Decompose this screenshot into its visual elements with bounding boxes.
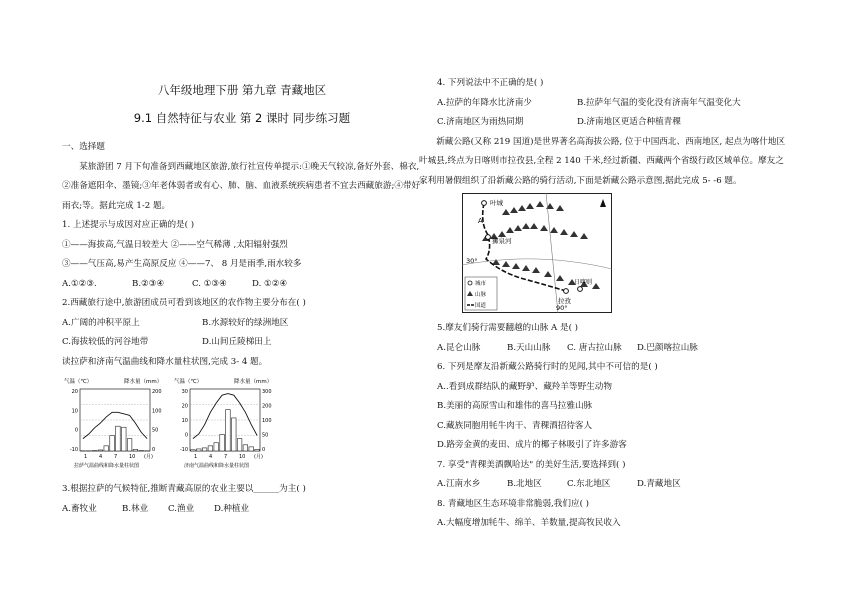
right-column — [419, 78, 797, 534]
label-a: A — [478, 217, 483, 225]
q3-option-d[interactable]: D.种植业 — [214, 503, 250, 514]
q1-option-c[interactable]: C. ①③④ — [192, 278, 227, 289]
q7-option-b[interactable]: B.北地区 — [507, 479, 542, 489]
yecheng-city-icon — [482, 201, 487, 206]
q7-option-d[interactable]: D.青藏地区 — [637, 479, 681, 489]
q1-line-2: ③——气压高,易产生高原反应 ④——7、 8 月是雨季,雨水较多 — [62, 259, 302, 269]
section-heading: 一、选择题 — [62, 142, 105, 152]
q5-option-b[interactable]: B.天山山脉 — [507, 342, 551, 353]
chart-1-x-tick: 10 — [239, 454, 246, 460]
lazi-city-icon — [564, 289, 569, 294]
chart-0-x-tick: 10 — [129, 454, 136, 460]
xinzang-road-map — [462, 193, 797, 313]
q2-options-row-2 — [62, 333, 422, 353]
legend-mountain: 山脉 — [475, 292, 487, 298]
q3-option-c[interactable]: C.渔业 — [168, 503, 195, 514]
chart-1-x-tick: 7 — [224, 454, 228, 460]
q7-option-a[interactable]: A.江南水乡 — [437, 479, 481, 489]
rikaze-city-icon — [578, 287, 583, 292]
q1-stem: 1. 上述提示与成因对应正确的是( ) — [62, 220, 195, 230]
chart-1-y2-tick: 100 — [262, 418, 272, 424]
q1-option-a[interactable]: A.①②③. — [62, 278, 97, 289]
chart-1-temperature-line — [193, 394, 257, 439]
chart-1-precip-bar — [249, 447, 254, 451]
chart-0-y1-tick: 10 — [71, 408, 78, 415]
q1-options — [62, 275, 422, 295]
chart-0-precip-bar — [116, 426, 121, 451]
chart-1-precip-bar — [243, 445, 248, 451]
passage-line-3: 家利用暑假组织了沿新藏公路的骑行活动,下面是新藏公路示意图,据此完成 5- -6 题。 — [419, 175, 742, 186]
q3-option-a[interactable]: A.畜牧业 — [62, 503, 97, 514]
label-shiquanhe: 狮泉河 — [492, 237, 512, 245]
chart-0-x-tick: 4 — [99, 454, 103, 460]
q5-option-d[interactable]: D.巴颜喀拉山脉 — [637, 342, 698, 353]
q4-option-c[interactable]: C.济南地区为雨热同期 — [437, 117, 524, 127]
q7-stem: 7. 享受"青稞美酒飘哈达" 的美好生活,要选择到( ) — [437, 459, 626, 470]
q6-option-c[interactable]: C.藏族同胞用牦牛肉干、青稞酒招待客人 — [437, 420, 593, 431]
q1-option-d[interactable]: D. ①②④ — [252, 278, 288, 289]
chart-1-y1-tick: 0 — [184, 432, 188, 439]
chart-0-precip-bar — [127, 439, 132, 451]
passage-line-1: 新藏公路(又称 219 国道)是世界著名高海拔公路, 位于中国西北、西南地区, 起点为喀什地区 — [436, 136, 786, 147]
chart-1-precip-bar — [255, 449, 260, 451]
chart-1-x-tick: 1 — [194, 454, 198, 460]
page-subtitle: 9.1 自然特征与农业 第 2 课时 同步练习题 — [133, 111, 351, 125]
q1-line-1: ①——海拔高,气温日较差大 ②——空气稀薄 ,太阳辐射强烈 — [62, 239, 288, 250]
legend-road: 国道 — [475, 303, 487, 309]
q1-option-b[interactable]: B.②③④ — [132, 278, 165, 289]
label-latitude: 30° — [466, 257, 478, 265]
q4-options-row-1 — [437, 94, 797, 114]
left-column — [62, 78, 422, 519]
chart-0-x-tick: 1 — [84, 454, 88, 460]
chart-intro: 读拉萨和济南气温曲线和降水量柱状图,完成 3- 4 题。 — [62, 356, 268, 367]
q8-option-a[interactable]: A.大幅度增加牦牛、绵羊、羊数量,提高牧民收入 — [437, 518, 621, 528]
chart-1-y1-tick: 20 — [181, 403, 188, 410]
chart-0-precip-bar — [110, 436, 115, 452]
q6-stem: 6. 下列是摩友沿新藏公路骑行时的见闻,其中不可信的是( ) — [437, 362, 658, 372]
q4-options-row-2 — [437, 113, 797, 133]
page-title: 八年级地理下册 第九章 青藏地区 — [157, 83, 327, 97]
chart-1-y2-tick: 300 — [262, 389, 272, 395]
legend-city-icon — [468, 281, 472, 285]
chart-1-y1-tick: 10 — [181, 418, 188, 424]
q4-option-d[interactable]: D.济南地区更适合种植青稞 — [577, 117, 681, 127]
q6-option-b[interactable]: B.美丽的高原雪山和雄伟的喜马拉雅山脉 — [437, 401, 593, 411]
q2-option-c[interactable]: C.海拔较低的河谷地带 — [62, 337, 149, 347]
chart-0-title: 拉萨气温曲线和降水量柱状图 — [74, 463, 140, 469]
chart-0-y1-tick: -10 — [69, 447, 78, 453]
q6-option-d[interactable]: D.路旁金黄的麦田、成片的椰子林吸引了许多游客 — [437, 440, 627, 450]
chart-0-precip-bar — [98, 450, 103, 451]
map-legend — [465, 277, 497, 310]
q3-options — [62, 500, 422, 520]
chart-0-y2-tick: 50 — [152, 427, 159, 434]
chart-1-precip-bar — [214, 443, 219, 451]
passage-line-2: 叶城县,终点为日喀则市拉孜县,全程 2 140 千米,经过新疆、西藏两个省级行政区域单位。摩友之 — [419, 156, 784, 166]
chart-0-y1-label: 气温（℃） — [64, 379, 93, 385]
chart-1-precip-bar — [237, 439, 242, 451]
chart-0-y2-label: 降水量（mm） — [124, 379, 163, 385]
label-longitude: 90° — [556, 304, 568, 312]
chart-1-y2-label: 降水量（mm） — [234, 379, 273, 385]
label-rikaze: 日喀则 — [574, 279, 593, 286]
chart-1-precip-bar — [196, 449, 201, 451]
q2-option-b[interactable]: B.水源较好的绿洲地区 — [202, 317, 289, 328]
label-lazi: 拉孜 — [558, 297, 571, 305]
q3-stem: 3.根据拉萨的气候特征,推断青藏高原的农业主要以______为主( ) — [62, 484, 306, 494]
q2-stem: 2.西藏旅行途中,旅游团成员可看到该地区的农作物主要分布在( ) — [62, 298, 306, 308]
q4-option-b[interactable]: B.拉萨年气温的变化没有济南年气温变化大 — [577, 97, 741, 108]
intro-line-1: 某旅游团 7 月下旬准备到西藏地区旅游,旅行社宣传单提示:①晚天气较凉,备好外套、棉衣, — [79, 161, 420, 172]
legend-city: 城市 — [475, 281, 487, 287]
chart-0-precip-bar — [104, 446, 109, 451]
intro-line-3: 雨衣;等。据此完成 1-2 题。 — [62, 200, 171, 211]
q6-option-a[interactable]: A..看到成群结队的藏野驴、藏羚羊等野生动物 — [437, 381, 612, 392]
shiquanhe-city-icon — [486, 235, 491, 240]
climate-charts-svg — [62, 375, 282, 475]
chart-1-precip-bar — [226, 410, 231, 451]
chart-1-title: 济南气温曲线和降水量柱状图 — [184, 463, 250, 469]
chart-0-x-tick: 7 — [114, 454, 118, 460]
chart-1-x-tick: (月) — [254, 454, 263, 460]
map-svg — [462, 193, 612, 313]
intro-line-2: ②准备遮阳伞、墨镜;③年老体弱者或有心、肺、脑、血液系统疾病患者不宜去西藏旅游;④带好 — [62, 181, 421, 191]
q2-option-a[interactable]: A.广阔的冲积平原上 — [62, 317, 140, 328]
q2-option-d[interactable]: D.山间丘陵梯田上 — [202, 337, 272, 347]
chart-1-precip-bar — [191, 450, 196, 451]
chart-0-y2-tick: 0 — [152, 447, 156, 453]
q7-option-c[interactable]: C.东北地区 — [567, 479, 611, 489]
chart-1-precip-bar — [208, 446, 213, 451]
q5-stem: 5.摩友们骑行需要翻越的山脉 A 是( ) — [437, 323, 579, 333]
q4-stem: 4. 下列说法中不正确的是( ) — [437, 78, 544, 88]
label-yecheng: 叶城 — [490, 199, 503, 207]
chart-0-precip-bar — [133, 449, 138, 451]
q8-stem: 8. 青藏地区生态环境非常脆弱,我们应( ) — [437, 498, 590, 509]
chart-1-y1-tick: 30 — [181, 389, 188, 395]
q5-option-c[interactable]: C. 唐古拉山脉 — [567, 342, 622, 353]
chart-0-y2-tick: 200 — [152, 389, 162, 395]
climate-charts — [62, 375, 422, 475]
chart-1-y2-tick: 50 — [262, 432, 269, 439]
chart-1-precip-bar — [220, 434, 225, 451]
chart-1-y1-label: 气温（℃） — [174, 379, 203, 385]
chart-1-y2-tick: 0 — [262, 447, 266, 453]
q7-options — [437, 475, 797, 495]
chart-1-precip-bar — [202, 448, 207, 451]
q5-option-a[interactable]: A.昆仑山脉 — [437, 342, 481, 353]
chart-0-y2-tick: 100 — [152, 408, 162, 415]
chart-0-precip-bar — [121, 427, 126, 451]
chart-1-y2-tick: 200 — [262, 403, 272, 410]
q2-options-row-1 — [62, 314, 422, 334]
chart-0-y1-tick: 0 — [74, 427, 78, 434]
chart-1-x-tick: 4 — [209, 454, 213, 460]
q4-option-a[interactable]: A.拉萨的年降水比济南少 — [437, 97, 532, 108]
q3-option-b[interactable]: B.林业 — [122, 503, 149, 514]
chart-0-temperature-line — [83, 412, 147, 438]
chart-0-x-tick: (月) — [144, 454, 153, 460]
chart-0-y1-tick: 20 — [71, 389, 78, 395]
q5-options — [437, 339, 797, 359]
chart-1-precip-bar — [231, 418, 236, 451]
chart-1-y1-tick: -10 — [179, 447, 188, 453]
